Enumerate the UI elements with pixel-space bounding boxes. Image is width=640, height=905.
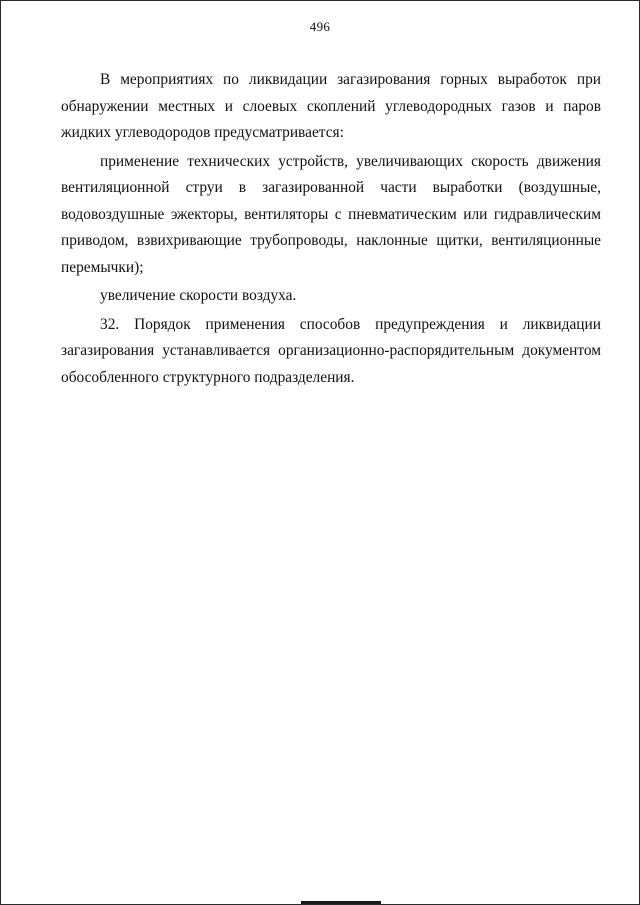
paragraph-technical-devices: применение технических устройств, увеличивающих скорость движения вентиляционной струи в загазированной части выработки (воздушные, водовоздушные эжекторы, вентиляторы с пневматическим или гидравлическим приводом, взвихривающие трубопроводы, наклонные щитки, вентиляционные перемычки); — [61, 152, 601, 276]
paragraph-intro: В мероприятиях по ликвидации загазирования горных выработок при обнаружении местных и слоевых скоплений углеводородных газов и паров жидких углеводородов предусматривается: — [61, 71, 601, 141]
paragraph-air-speed: увеличение скорости воздуха. — [100, 287, 297, 304]
page-number: 496 — [309, 19, 331, 34]
scan-edge-mark — [301, 901, 381, 904]
document-body — [61, 67, 601, 391]
paragraph-item-32: 32. Порядок применения способов предупреждения и ликвидации загазирования устанавливается организационно-распорядительным документом обособленного структурного подразделения. — [61, 315, 601, 386]
